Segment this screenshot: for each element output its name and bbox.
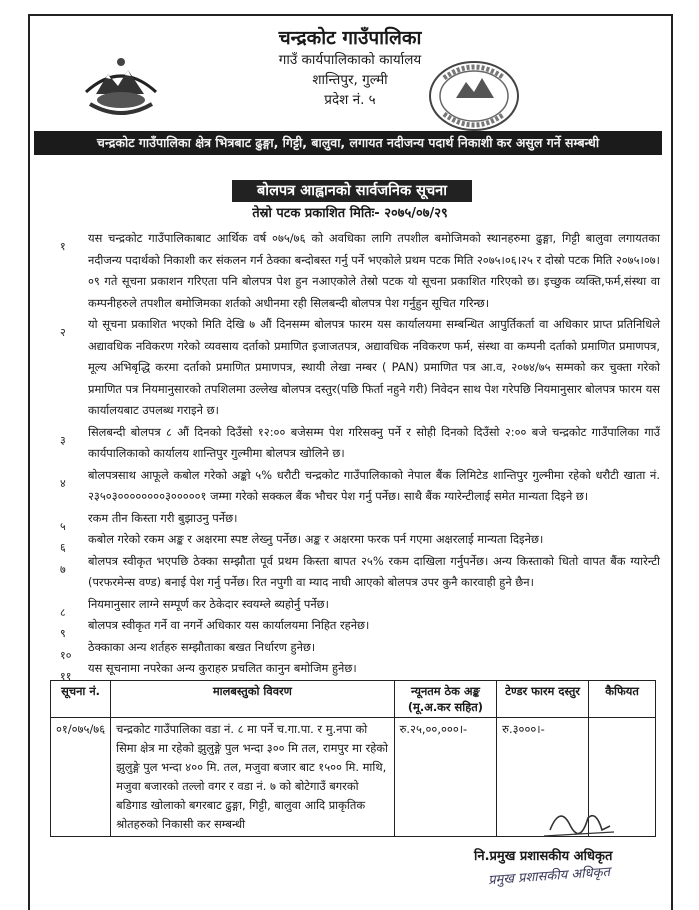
list-item [60,658,660,683]
item-text: नियमानुसार लाग्ने सम्पूर्ण कर ठेकेदार स्वयम्ले ब्यहोर्नु पर्नेछ। [88,596,329,611]
item-number: ४ [60,476,66,490]
cell-description: चन्द्रकोट गाउँपालिका वडा नं. ८ मा पर्ने च.गा.पा. र मु.नपा को सिमा क्षेत्र मा रहेको झुलुङ्गे पुल भन्दा ३०० मि तल, रामपुर मा रहेको झुलुङ्गे पुल भन्दा ४०० मि. तल, मजुवा बजार बाट १५०० मि. माथि, मजुवा बजारको तल्लो वगर र वडा नं. ७ को बोटेगाउँ बगरको बडिगाड खोलाको बगरबाट ढुङ्गा, गिट्टी, बालुवा आदि प्राकृतिक श्रोतहरुको निकासी कर सम्बन्धी [111,718,394,837]
item-number: ९ [60,627,66,640]
nepal-emblem-icon [78,52,164,124]
col-header-min-amount: न्यूनतम ठेक अङ्क (मू.अ.कर सहित) [394,681,497,718]
item-number: ११ [60,670,72,683]
list-item [60,228,660,314]
office-address: शान्तिपुर, गुल्मी [312,72,388,88]
item-number: ६ [60,541,66,554]
item-number: ७ [60,562,66,576]
table-header-row [51,681,656,718]
cell-form-fee: रु.३०००।- [497,718,589,837]
item-text: कबोल गरेको रकम अङ्क र अक्षरमा स्पष्ट लेख्नु पर्नेछ। अङ्क र अक्षरमा फरक पर्न गएमा अक्षरलाई मान्यता दिइनेछ। [88,532,544,546]
cell-notice-no: ०१/०७५/७६ [51,718,111,837]
list-item [60,615,660,640]
list-item [60,465,660,508]
item-number: ५ [60,519,66,533]
notice-title: बोलपत्र आह्वानको सार्वजनिक सूचना [232,180,472,202]
signatory-title: नि.प्रमुख प्रशासकीय अधिकृत [474,849,613,864]
municipality-name: चन्द्रकोट गाउँपालिका [278,27,422,49]
list-item [60,422,660,465]
item-number: १ [60,240,66,253]
item-text: यो सूचना प्रकाशित भएको मिति देखि ७ औं दिनसम्म बोलपत्र फारम यस कार्यालयमा सम्बन्धित आपुर्तिकर्ता वा अधिकार प्राप्त प्रतिनिधिले अद्यावधिक नविकरण गरेको व्यवसाय दर्ताको प्रमाणित इजाजतपत्र, अद्यावधिक नविकरण फर्म, संस्था वा कम्पनी दर्ताको प्रमाणित प्रमाणपत्र, मूल्य अभिबृद्धि करमा दर्ताको प्रमाणित प्रमाणपत्र, स्थायी लेखा नम्बर ( PAN) प्रमाणित पत्र आ.व, २०७४/७५ सम्मको कर चुक्ता गरेको प्रमाणित पत्र नियमानुसारको तपशिलमा उल्लेख बोलपत्र दस्तुर(पछि फिर्ता नहुने गरी) निवेदन साथ पेश गरेपछि नियमानुसार बोलपत्र फारम यस कार्यालयबाट उपलब्ध गराइने छ। [88,317,660,417]
item-number: ८ [60,605,66,619]
terms-list [60,228,660,683]
item-text: सिलबन्दी बोलपत्र ८ औं दिनको दिउँसो १२:०० बजेसम्म पेश गरिसक्नु पर्ने र सोही दिनको दिउँसो २:०० बजे चन्द्रकोट गाउँपालिका गाउँ कार्यपालिकाको कार्यालय शान्तिपुर गुल्मीमा बोलपत्र खोलिने छ। [88,424,660,460]
list-item [60,594,660,619]
item-text: यस चन्द्रकोट गाउँपालिकाबाट आर्थिक वर्ष ०७५/७६ को अवधिका लागि तपशील बमोजिमको स्थानहरुमा ढुङ्गा, गिट्टी बालुवा लगायतका नदीजन्य पदार्थको निकाशी कर संकलन गर्न ठेक्का बन्दोबस्त गर्नु पर्ने भएकोले प्रथम पटक मिति २०७५।०६।२५ र दोस्रो पटक मिति २०७५।०७।०९ गते सूचना प्रकाशन गरिएता पनि बोलपत्र पेश हुन नआएकोले तेस्रो पटक यो सूचना प्रकाशित गरिएको छ। इच्छुक व्यक्ति,फर्म,संस्था वा कम्पनीहरुले तपशील बमोजिमका शर्तको अधीनमा रही सिलबन्दी बोलपत्र पेश गर्नुहुन सूचित गरिन्छ। [88,231,660,310]
item-text: रकम तीन किस्ता गरी बुझाउनु पर्नेछ। [88,510,238,525]
col-header-description: मालबस्तुको विवरण [111,681,394,718]
item-text: बोलपत्रसाथ आफूले कबोल गरेको अङ्को ५% धरौटी चन्द्रकोट गाउँपालिकाको नेपाल बैंक लिमिटेड शान्तिपुर गुल्मीमा रहेको धरौटी खाता नं. २३५०३००००००००३०००००१ जम्मा गरेको सक्कल बैंक भौचर पेश गर्नु पर्नेछ। साथै बैंक ग्यारेन्टीलाई समेत मान्यता दिइने छ। [88,467,660,503]
item-text: यस सूचनामा नपरेका अन्य कुराहरु प्रचलित कानुन बमोजिम हुनेछ। [88,661,357,675]
item-number: ३ [60,433,66,447]
office-name: गाउँ कार्यपालिकाको कार्यालय [278,52,422,68]
list-item [60,637,660,662]
col-header-form-fee: टेण्डर फारम दस्तुर [497,681,589,718]
publish-date: तेस्रो पटक प्रकाशित मितिः- २०७५/०७/२९ [252,206,448,221]
signature-icon [540,800,620,842]
subject-banner: चन्द्रकोट गाउँपालिका क्षेत्र भित्रबाट ढुङ्गा, गिट्टी, बालुवा, लगायत नदीजन्य पदार्थ निकाशी कर असुल गर्ने सम्बन्धी [34,131,662,155]
col-header-remarks: कैफियत [589,681,656,718]
cell-min-amount: रु.२५,००,०००।- [394,718,497,837]
province-label: प्रदेश नं. ५ [324,92,376,108]
list-item [60,529,660,554]
municipality-seal-icon [426,58,522,134]
list-item [60,551,660,594]
item-text: बोलपत्र स्वीकृत भएपछि ठेक्का सम्झौता पूर्व प्रथम किस्ता बापत २५% रकम दाखिला गर्नुपर्नेछ। अन्य किस्ताको धितो वापत बैंक ग्यारेन्टी (परफरमेन्स वण्ड) बनाई पेश गर्नु पर्नेछ। रित नपुगी वा म्याद नाघी आएको बोलपत्र उपर कुनै कारवाही हुने छैन। [88,553,660,589]
item-text: बोलपत्र स्वीकृत गर्ने वा नगर्ने अधिकार यस कार्यालयमा निहित रहनेछ। [88,618,370,632]
item-number: २ [60,326,66,339]
item-number: १० [60,648,72,662]
official-stamp: प्रमुख प्रशासकीय अधिकृत [487,864,611,889]
col-header-notice-no: सूचना नं. [51,681,111,718]
item-text: ठेक्काका अन्य शर्तहरु सम्झौताका बखत निर्धारण हुनेछ। [88,639,316,654]
list-item [60,314,660,422]
list-item [60,508,660,533]
